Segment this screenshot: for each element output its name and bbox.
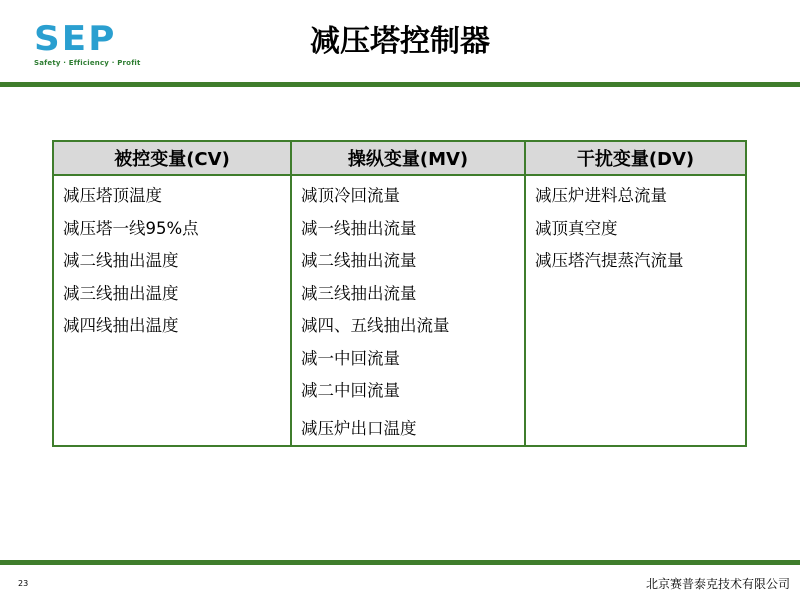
cv-item: 减二线抽出温度 (63, 251, 179, 270)
controller-variables-table (52, 140, 747, 447)
mv-cell (291, 175, 525, 446)
mv-item: 减四、五线抽出流量 (301, 316, 450, 335)
dv-item: 减压塔汽提蒸汽流量 (535, 251, 684, 270)
mv-item: 减二线抽出流量 (301, 251, 417, 270)
mv-item: 减二中回流量 (301, 381, 400, 400)
mv-item: 减三线抽出流量 (301, 283, 417, 303)
table-row (53, 175, 746, 446)
table-header-row (53, 141, 746, 175)
cv-cell (53, 175, 291, 446)
dv-item: 减顶真空度 (535, 218, 618, 238)
mv-item: 减一线抽出流量 (301, 218, 417, 238)
dv-item: 减压炉进料总流量 (535, 186, 667, 205)
logo-wordmark: SEP (34, 19, 117, 59)
header-dv: 干扰变量(DV) (525, 141, 746, 175)
mv-item: 减顶冷回流量 (301, 186, 400, 205)
mv-item: 减一中回流量 (301, 348, 400, 368)
cv-item: 减压塔顶温度 (63, 186, 162, 205)
mv-item: 减压炉出口温度 (301, 418, 417, 438)
page-title: 减压塔控制器 (310, 24, 490, 59)
header-divider (0, 82, 800, 87)
cv-item: 减压塔一线95%点 (63, 218, 199, 238)
header-cv: 被控变量(CV) (53, 141, 291, 175)
logo-tagline: Safety · Efficiency · Profit (34, 59, 141, 67)
company-name: 北京赛普泰克技术有限公司 (645, 577, 790, 591)
dv-cell (525, 175, 746, 446)
cv-item: 减四线抽出温度 (63, 316, 179, 335)
page-number: 23 (18, 579, 29, 588)
header-mv: 操纵变量(MV) (291, 141, 525, 175)
cv-item: 减三线抽出温度 (63, 283, 179, 303)
